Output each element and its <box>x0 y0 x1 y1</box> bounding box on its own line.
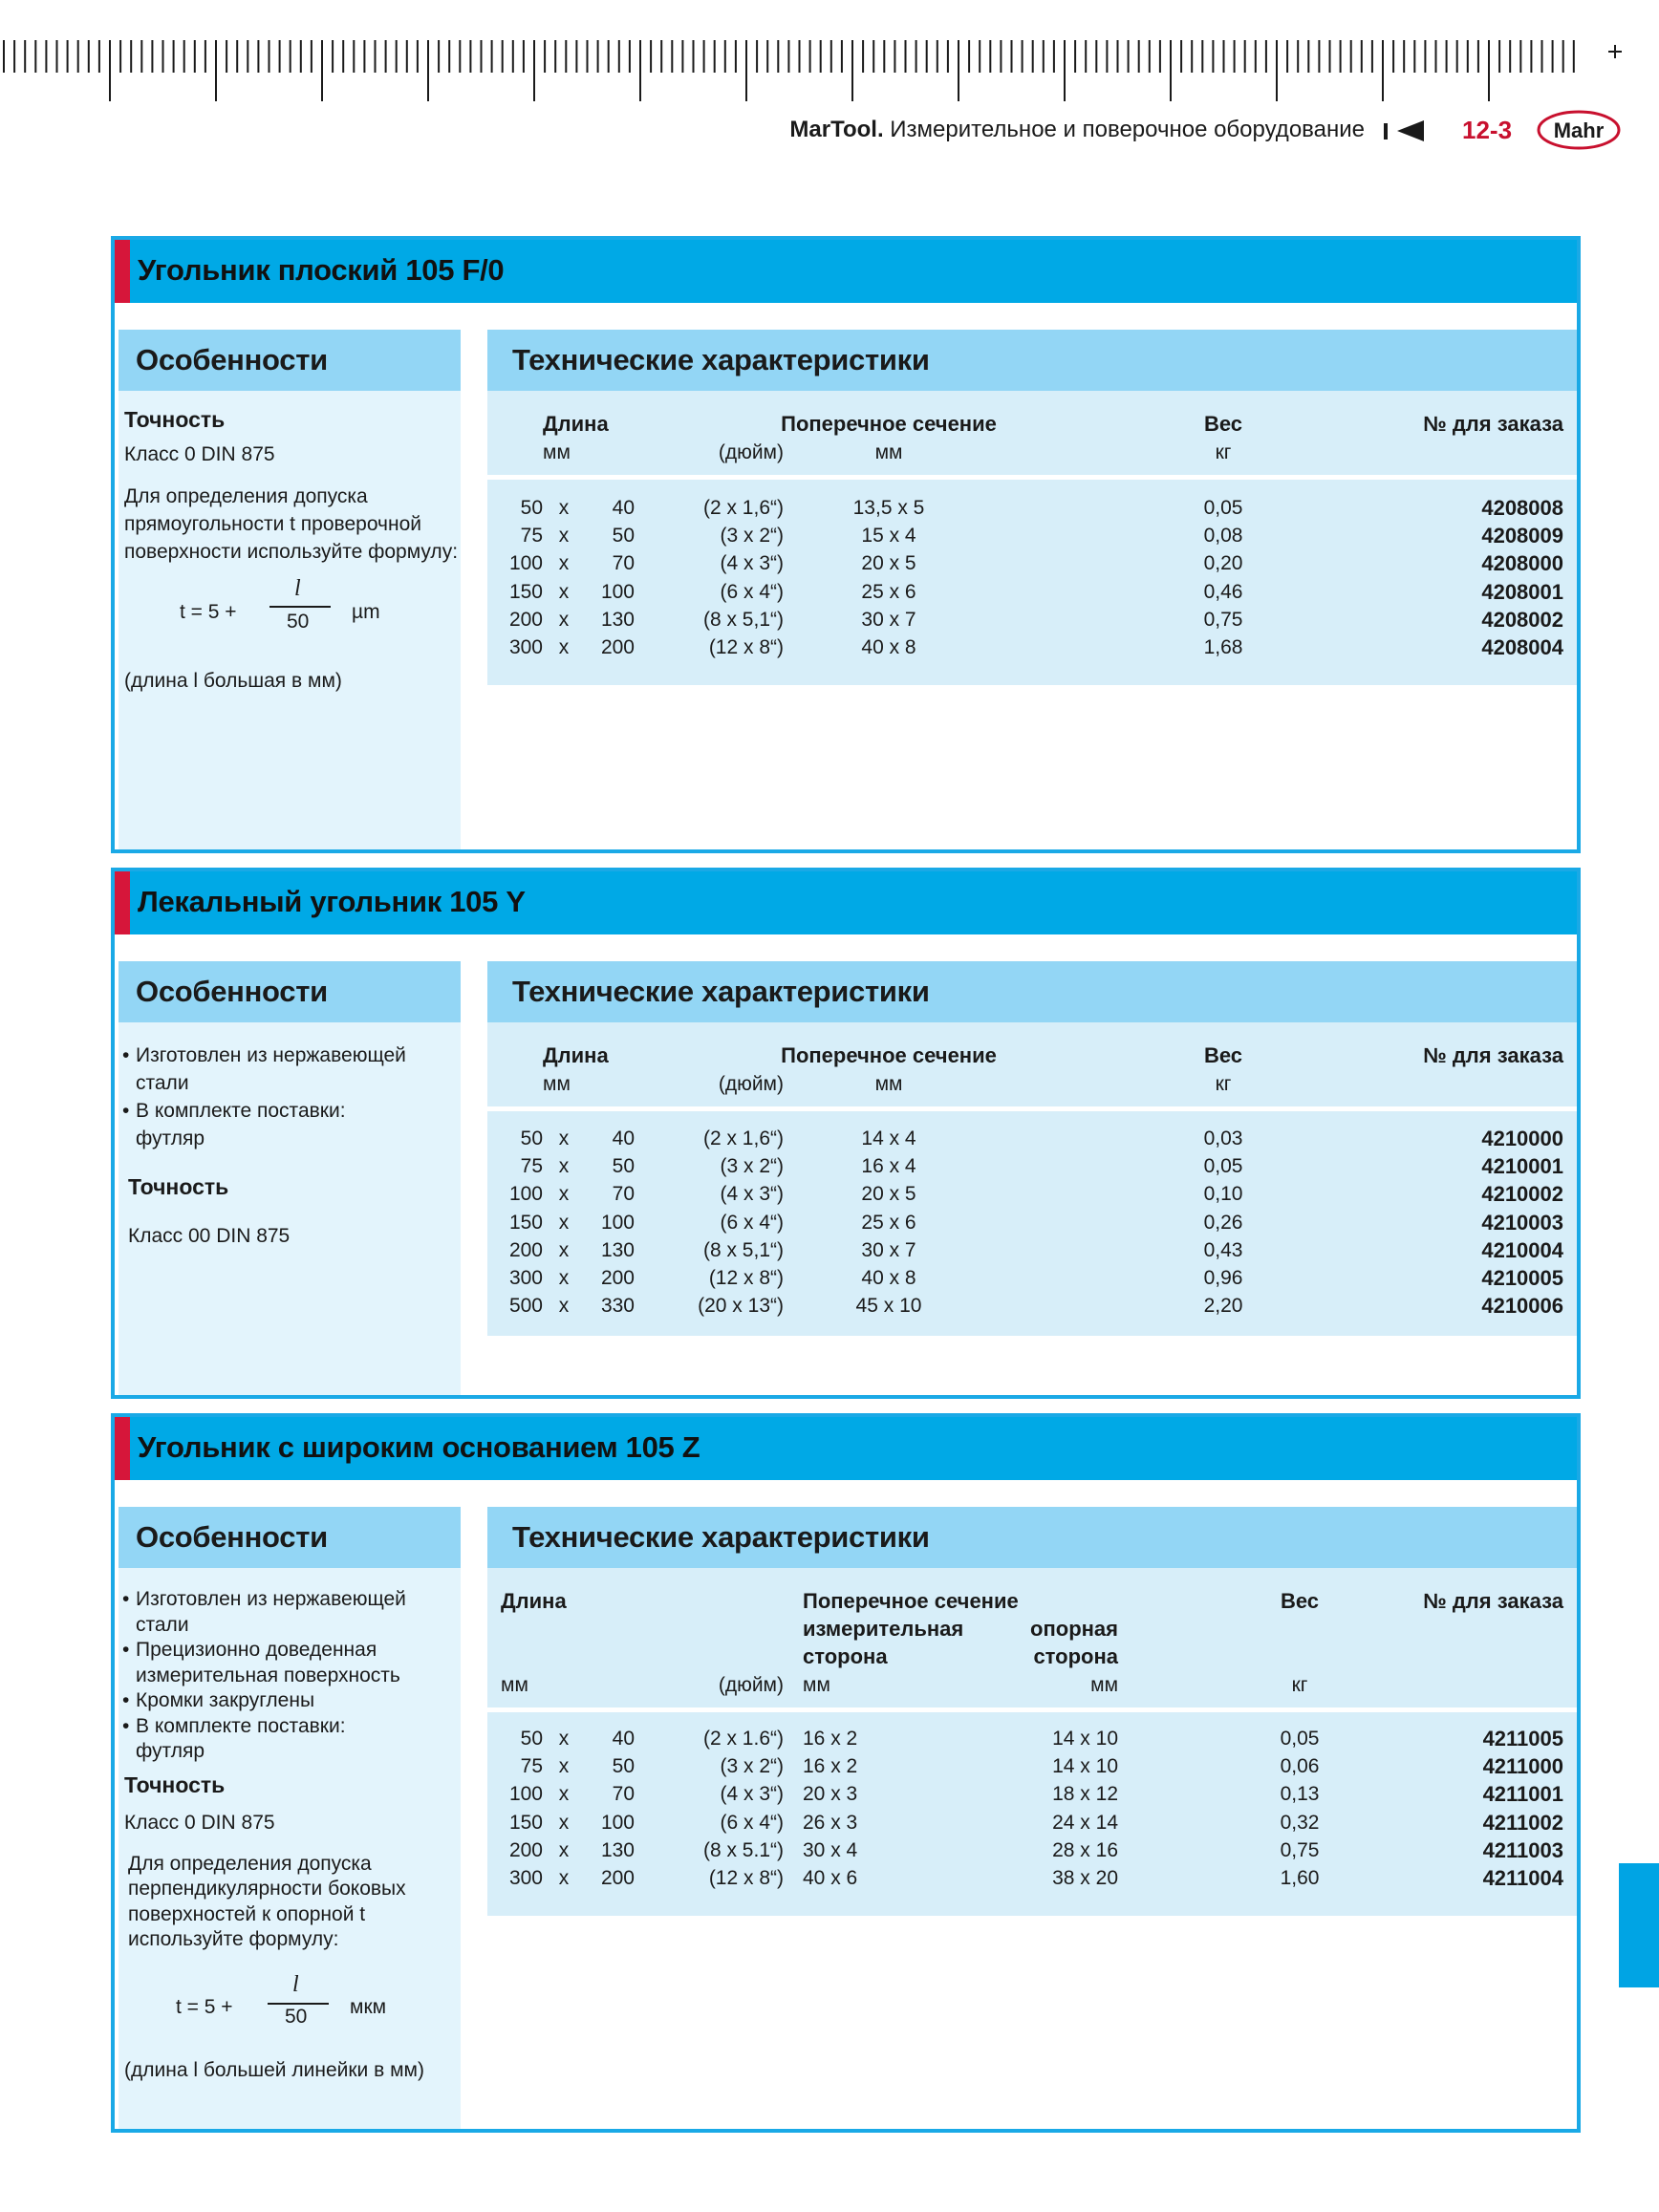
formula-note: (длина l большей линейки в мм) <box>124 2058 424 2081</box>
table-cell-x: x <box>558 1811 570 1834</box>
table-cell-a: 50 <box>520 1127 543 1149</box>
table-cell-inch: (2 x 1,6“) <box>702 497 784 519</box>
table-cell-w: 2,20 <box>1203 1295 1243 1318</box>
table-cell-b: 200 <box>600 636 635 658</box>
table-cell-b: 100 <box>600 1211 635 1234</box>
col-section-header: Поперечное сечение <box>781 412 997 436</box>
table-cell-order: 4211000 <box>1482 1754 1563 1779</box>
table-cell-a: 50 <box>520 497 543 519</box>
list-item: • В комплекте поставки: <box>124 1714 461 1740</box>
list-item: • Кромки закруглены <box>124 1688 461 1714</box>
accuracy-label: Точность <box>124 407 226 432</box>
table-cell-w: 0,26 <box>1203 1211 1243 1234</box>
table-cell-meas: 16 x 2 <box>803 1728 858 1750</box>
col-length-header: Длина <box>543 1043 609 1067</box>
table-cell-w: 0,05 <box>1280 1728 1320 1750</box>
col-length-header: Длина <box>501 1589 567 1613</box>
table-cell-base: 14 x 10 <box>1052 1755 1118 1778</box>
table-cell-order: 4211005 <box>1482 1727 1563 1750</box>
table-cell-order: 4211004 <box>1482 1866 1563 1890</box>
table-cell-inch: (3 x 2“) <box>720 525 784 548</box>
table-cell-sec: 20 x 5 <box>861 1183 916 1206</box>
table-cell-b: 50 <box>612 1755 635 1778</box>
table-cell-a: 75 <box>520 525 543 548</box>
table-cell-a: 150 <box>508 1211 543 1234</box>
table-cell-inch: (6 x 4“) <box>720 1811 784 1834</box>
tolerance-formula: t = 5 + l 50 мкм <box>176 1971 387 2028</box>
section-title: Лекальный угольник 105 Y <box>138 885 526 918</box>
header-subtitle: Измерительное и поверочное оборудование <box>890 117 1365 142</box>
col-base-header: опорная <box>1030 1617 1118 1641</box>
table-cell-b: 40 <box>612 1127 635 1149</box>
section-marker <box>115 871 130 934</box>
col-weight-header: Вес <box>1203 1043 1243 1067</box>
logo-text: Mahr <box>1553 118 1605 142</box>
tech-heading: Технические характеристики <box>512 975 930 1008</box>
table-cell-order: 4210000 <box>1481 1127 1563 1150</box>
table-cell-order: 4210005 <box>1481 1266 1563 1290</box>
features-heading: Особенности <box>136 975 328 1008</box>
table-cell-b: 130 <box>600 608 635 631</box>
section-105-f0 <box>111 236 1581 853</box>
table-cell-x: x <box>558 1838 570 1861</box>
table-cell-w: 0,96 <box>1203 1267 1243 1289</box>
features-list <box>124 1587 461 1664</box>
table-cell-inch: (20 x 13“) <box>698 1295 784 1318</box>
page-number: 12-3 <box>1462 116 1513 144</box>
table-cell-inch: (12 x 8“) <box>708 1267 784 1289</box>
table-cell-x: x <box>558 1295 570 1318</box>
col-section-header: Поперечное сечение <box>781 1043 997 1067</box>
table-cell-base: 14 x 10 <box>1052 1728 1118 1750</box>
list-item: • Изготовлен из нержавеющей стали <box>124 1587 461 1638</box>
table-cell-b: 200 <box>600 1267 635 1289</box>
accuracy-class: Класс 00 DIN 875 <box>128 1225 291 1247</box>
table-cell-sec: 40 x 8 <box>861 1267 916 1289</box>
chapter-tab <box>1619 1863 1659 1987</box>
table-cell-x: x <box>558 1755 570 1778</box>
features-heading: Особенности <box>136 343 328 376</box>
table-cell-x: x <box>558 1127 570 1149</box>
table-cell-base: 38 x 20 <box>1052 1867 1118 1889</box>
table-cell-inch: (4 x 3“) <box>720 1183 784 1206</box>
table-cell-x: x <box>558 580 570 603</box>
accuracy-class: Класс 0 DIN 875 <box>124 443 275 465</box>
table-cell-w: 0,43 <box>1203 1238 1243 1261</box>
table-cell-b: 50 <box>612 525 635 548</box>
table-cell-b: 70 <box>612 1783 635 1806</box>
table-cell-a: 300 <box>508 1867 543 1889</box>
table-cell-x: x <box>558 636 570 658</box>
table-cell-a: 50 <box>520 1728 543 1750</box>
accuracy-label: Точность <box>128 1174 229 1199</box>
tolerance-formula: t = 5 + l 50 µm <box>180 576 380 633</box>
table-cell-w: 1,60 <box>1280 1867 1320 1889</box>
table-cell-order: 4210006 <box>1481 1294 1563 1319</box>
table-cell-x: x <box>558 525 570 548</box>
features-panel: Особенности • Изготовлен из нержавеющей стали • Прецизионно доведенная измерительная поверхность • Кромки закруглены • В комплекте поставки: футляр Точность Класс 0 DIN 875 Для определения допуска перпендикулярности боковых поверхностей к опорной t используйте формулу: t = 5 + l 50 мкм (длина l большей линейки в мм) <box>118 1507 461 2129</box>
table-cell-order: 4210001 <box>1481 1154 1563 1179</box>
table-cell-a: 200 <box>508 1838 543 1861</box>
table-cell-sec: 13,5 x 5 <box>852 497 925 519</box>
table-cell-base: 24 x 14 <box>1052 1811 1118 1834</box>
table-cell-sec: 25 x 6 <box>861 1211 916 1234</box>
section-title-bar <box>115 871 1577 934</box>
table-cell-inch: (3 x 2“) <box>720 1155 784 1178</box>
table-cell-order: 4208009 <box>1481 524 1563 548</box>
table-cell-w: 0,05 <box>1203 497 1243 519</box>
table-cell-a: 300 <box>508 636 543 658</box>
table-cell-order: 4208001 <box>1481 579 1563 604</box>
table-cell-b: 100 <box>600 1811 635 1834</box>
table-cell-sec: 25 x 6 <box>861 580 916 603</box>
table-cell-b: 40 <box>612 1728 635 1750</box>
table-cell-inch: (6 x 4“) <box>720 1211 784 1234</box>
table-cell-a: 75 <box>520 1155 543 1178</box>
formula-note: (длина l большая в мм) <box>124 670 342 692</box>
section-marker <box>115 1417 130 1480</box>
table-cell-x: x <box>558 1238 570 1261</box>
accuracy-class: Класс 0 DIN 875 <box>124 1812 275 1834</box>
table-cell-w: 0,05 <box>1203 1155 1243 1178</box>
table-cell-w: 0,75 <box>1280 1838 1320 1861</box>
section-title: Угольник плоский 105 F/0 <box>138 253 505 287</box>
table-cell-meas: 16 x 2 <box>803 1755 858 1778</box>
table-cell-sec: 30 x 7 <box>861 1238 916 1261</box>
table-cell-w: 0,13 <box>1280 1783 1320 1806</box>
page-header-title <box>789 115 1365 145</box>
table-cell-meas: 26 x 3 <box>803 1811 858 1834</box>
table-cell-sec: 40 x 8 <box>861 636 916 658</box>
table-cell-order: 4208000 <box>1481 551 1563 576</box>
table-cell-w: 0,03 <box>1203 1127 1243 1149</box>
table-cell-x: x <box>558 552 570 575</box>
table-cell-order: 4210004 <box>1481 1237 1563 1262</box>
col-weight-header: Вес <box>1280 1589 1320 1613</box>
section-105-z <box>111 1413 1581 2133</box>
table-cell-order: 4208008 <box>1481 496 1563 520</box>
table-cell-meas: 40 x 6 <box>803 1867 858 1889</box>
tech-panel: Технические характеристики Длина мм (дюйм) Поперечное сечение мм Вес кг № для заказа 50 x 40 (2 x 1,6“) 13,5 x 5 0,05 4208008 75 x 50 (3 x 2“) 15 x 4 0,08 4208009 100 x 70 (4 x 3“) 20 x 5 0,20 4208000 150 x 100 (6 x 4“) 25 x 6 0,46 4208001 200 x 130 (8 x 5,1“) 30 x 7 0,75 4208002 300 x 200 (12 x 8“) 40 x 8 1,68 4208004 <box>487 330 1577 685</box>
table-cell-b: 330 <box>600 1295 635 1318</box>
table-cell-a: 150 <box>508 580 543 603</box>
table-cell-a: 200 <box>508 608 543 631</box>
table-cell-w: 0,06 <box>1280 1755 1320 1778</box>
table-cell-b: 100 <box>600 580 635 603</box>
table-cell-sec: 15 x 4 <box>861 525 916 548</box>
features-heading: Особенности <box>136 1520 328 1554</box>
table-cell-meas: 30 x 4 <box>803 1838 858 1861</box>
back-arrow-icon <box>1382 118 1426 143</box>
table-cell-a: 100 <box>508 1783 543 1806</box>
table-cell-order: 4211001 <box>1482 1782 1563 1807</box>
table-cell-x: x <box>558 608 570 631</box>
table-cell-inch: (4 x 3“) <box>720 552 784 575</box>
table-cell-sec: 30 x 7 <box>861 608 916 631</box>
table-cell-b: 130 <box>600 1838 635 1861</box>
col-length-header: Длина <box>543 412 609 436</box>
list-item: • В комплекте поставки: <box>124 1097 461 1125</box>
table-cell-b: 50 <box>612 1155 635 1178</box>
table-cell-a: 150 <box>508 1811 543 1834</box>
table-cell-x: x <box>558 1728 570 1750</box>
tech-heading: Технические характеристики <box>512 1520 930 1554</box>
table-cell-inch: (4 x 3“) <box>720 1783 784 1806</box>
table-cell-inch: (2 x 1.6“) <box>702 1728 784 1750</box>
table-cell-b: 70 <box>612 1183 635 1206</box>
section-title-bar <box>115 240 1577 303</box>
table-cell-a: 100 <box>508 1183 543 1206</box>
table-cell-a: 100 <box>508 552 543 575</box>
header-brand: MarTool. <box>789 117 884 142</box>
table-cell-inch: (8 x 5.1“) <box>702 1838 784 1861</box>
list-item: • Прецизионно доведенная <box>124 1638 461 1664</box>
table-cell-a: 300 <box>508 1267 543 1289</box>
table-cell-sec: 45 x 10 <box>855 1295 922 1318</box>
table-cell-order: 4211002 <box>1482 1810 1563 1835</box>
table-cell-inch: (3 x 2“) <box>720 1755 784 1778</box>
table-cell-order: 4210002 <box>1481 1182 1563 1207</box>
table-cell-b: 200 <box>600 1867 635 1889</box>
features-list <box>124 1042 461 1125</box>
table-cell-a: 200 <box>508 1238 543 1261</box>
table-cell-b: 70 <box>612 552 635 575</box>
table-cell-w: 0,46 <box>1203 580 1243 603</box>
table-cell-x: x <box>558 1783 570 1806</box>
formula-intro: Для определения допуска перпендикулярности боковых поверхностей к опорной t используйте формулу: <box>128 1852 406 1950</box>
table-cell-a: 75 <box>520 1755 543 1778</box>
table-cell-inch: (8 x 5,1“) <box>702 1238 784 1261</box>
table-cell-meas: 20 x 3 <box>803 1783 858 1806</box>
table-cell-order: 4210003 <box>1481 1210 1563 1235</box>
table-cell-inch: (12 x 8“) <box>708 1867 784 1889</box>
table-cell-inch: (12 x 8“) <box>708 636 784 658</box>
section-title-bar <box>115 1417 1577 1480</box>
mahr-logo <box>1537 109 1621 151</box>
col-order-header: № для заказа <box>1423 412 1563 436</box>
table-cell-x: x <box>558 1183 570 1206</box>
table-cell-sec: 20 x 5 <box>861 552 916 575</box>
table-cell-sec: 14 x 4 <box>861 1127 916 1149</box>
tech-panel: Технические характеристики Длина мм (дюйм) Поперечное сечение измерительная сторона мм опорная сторона мм Вес кг № для заказа 50 x 40 (2 x 1.6“) 16 x 2 14 x 10 0,05 4211005 75 x 50 (3 x 2“) 16 x 2 14 x 10 0,06 4211000 100 x 70 (4 x 3“) 20 x 3 18 x 12 0,13 4211001 150 x 100 (6 x 4“) 26 x 3 24 x 14 0,32 4211002 200 x 130 (8 x 5.1“) 30 x 4 28 x 16 0,75 4211003 300 x 200 (12 x 8“) 40 x 6 38 x 20 1,60 4211004 <box>487 1507 1577 1916</box>
table-cell-x: x <box>558 1211 570 1234</box>
table-cell-base: 28 x 16 <box>1052 1838 1118 1861</box>
table-cell-order: 4211003 <box>1482 1837 1563 1862</box>
table-cell-x: x <box>558 1867 570 1889</box>
ruler-marks <box>0 0 1659 105</box>
tech-heading: Технические характеристики <box>512 343 930 376</box>
tech-panel: Технические характеристики Длина мм (дюйм) Поперечное сечение мм Вес кг № для заказа 50 x 40 (2 x 1,6“) 14 x 4 0,03 4210000 75 x 50 (3 x 2“) 16 x 4 0,05 4210001 100 x 70 (4 x 3“) 20 x 5 0,10 4210002 150 x 100 (6 x 4“) 25 x 6 0,26 4210003 200 x 130 (8 x 5,1“) 30 x 7 0,43 4210004 300 x 200 (12 x 8“) 40 x 8 0,96 4210005 500 x 330 (20 x 13“) 45 x 10 2,20 4210006 <box>487 961 1577 1336</box>
table-cell-order: 4208002 <box>1481 607 1563 632</box>
features-panel: Особенности • Изготовлен из нержавеющей стали • В комплекте поставки: футляр Точность Класс 00 DIN 875 <box>118 961 461 1395</box>
table-cell-w: 0,20 <box>1203 552 1243 575</box>
section-title: Угольник с широким основанием 105 Z <box>138 1430 700 1464</box>
table-cell-order: 4208004 <box>1481 635 1563 659</box>
list-item: • Изготовлен из нержавеющей стали <box>124 1042 461 1097</box>
table-cell-w: 0,10 <box>1203 1183 1243 1206</box>
col-order-header: № для заказа <box>1423 1043 1563 1067</box>
table-cell-inch: (2 x 1,6“) <box>702 1127 784 1149</box>
col-section-header: Поперечное сечение <box>803 1589 1019 1613</box>
section-marker <box>115 240 130 303</box>
table-cell-x: x <box>558 1267 570 1289</box>
table-cell-a: 500 <box>508 1295 543 1318</box>
table-cell-w: 1,68 <box>1203 636 1243 658</box>
table-cell-inch: (8 x 5,1“) <box>702 608 784 631</box>
table-cell-sec: 16 x 4 <box>861 1155 916 1178</box>
table-cell-w: 0,75 <box>1203 608 1243 631</box>
table-cell-b: 130 <box>600 1238 635 1261</box>
section-105-y <box>111 868 1581 1399</box>
features-panel <box>118 330 461 849</box>
table-cell-b: 40 <box>612 497 635 519</box>
col-order-header: № для заказа <box>1423 1589 1563 1613</box>
formula-intro: Для определения допуска прямоугольности t проверочной поверхности используйте формулу: <box>124 485 459 563</box>
table-cell-base: 18 x 12 <box>1052 1783 1118 1806</box>
table-cell-w: 0,08 <box>1203 525 1243 548</box>
table-cell-x: x <box>558 497 570 519</box>
col-weight-header: Вес <box>1203 412 1243 436</box>
table-cell-w: 0,32 <box>1280 1811 1320 1834</box>
accuracy-label: Точность <box>124 1772 226 1797</box>
table-cell-x: x <box>558 1155 570 1178</box>
table-cell-inch: (6 x 4“) <box>720 580 784 603</box>
